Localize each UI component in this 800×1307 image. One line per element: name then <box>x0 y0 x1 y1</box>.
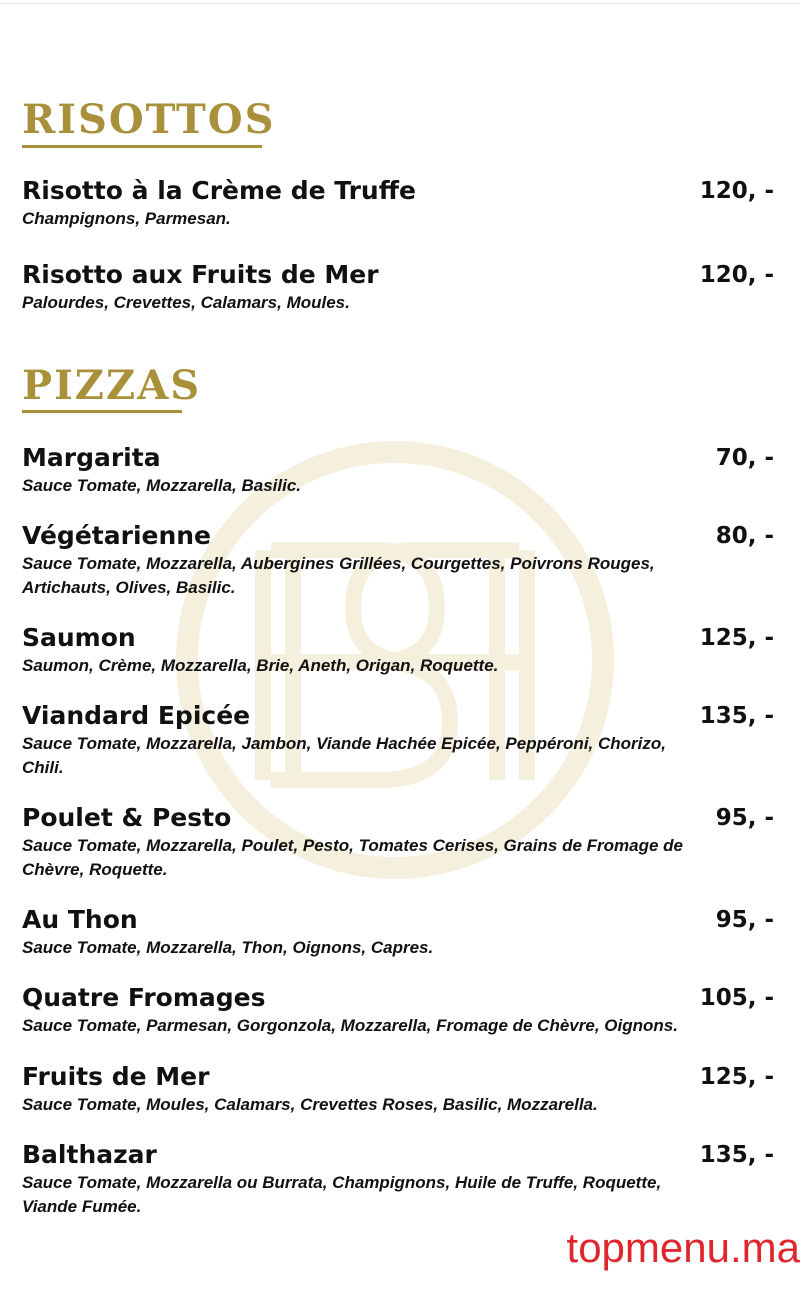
item-price: 120, - <box>699 178 774 204</box>
item-description: Sauce Tomate, Mozzarella, Jambon, Viande Hachée Epicée, Peppéroni, Chorizo, Chili. <box>22 734 666 777</box>
item-name: Végétarienne <box>22 521 212 550</box>
section-title-risottos: RISOTTOS <box>22 96 276 143</box>
menu-item <box>22 1062 774 1117</box>
section-underline-pizzas <box>22 410 182 413</box>
menu-item <box>22 905 774 960</box>
menu-item <box>22 176 774 231</box>
top-divider <box>0 3 800 4</box>
menu-item <box>22 443 774 498</box>
item-price: 125, - <box>699 1064 774 1090</box>
item-name: Balthazar <box>22 1140 157 1169</box>
item-description: Sauce Tomate, Mozzarella, Thon, Oignons, Capres. <box>22 938 434 957</box>
menu-item <box>22 1140 774 1219</box>
menu-item <box>22 623 774 678</box>
menu-item <box>22 521 774 600</box>
section-underline-risottos <box>22 145 262 148</box>
item-description: Palourdes, Crevettes, Calamars, Moules. <box>22 293 350 312</box>
menu-item <box>22 803 774 882</box>
source-watermark-text: topmenu.ma <box>566 1224 800 1271</box>
item-name: Margarita <box>22 443 161 472</box>
item-price: 135, - <box>699 1142 774 1168</box>
item-name: Fruits de Mer <box>22 1062 210 1091</box>
item-price: 120, - <box>699 262 774 288</box>
menu-item <box>22 701 774 780</box>
item-description: Sauce Tomate, Mozzarella, Aubergines Grillées, Courgettes, Poivrons Rouges, Artichauts, Olives, Basilic. <box>22 554 655 597</box>
item-price: 135, - <box>699 703 774 729</box>
item-name: Risotto à la Crème de Truffe <box>22 176 416 205</box>
item-price: 95, - <box>715 805 774 831</box>
item-description: Champignons, Parmesan. <box>22 209 231 228</box>
item-description: Sauce Tomate, Mozzarella, Poulet, Pesto, Tomates Cerises, Grains de Fromage de Chèvre, Roquette. <box>22 836 684 879</box>
item-description: Sauce Tomate, Mozzarella ou Burrata, Champignons, Huile de Truffe, Roquette, Viande Fumée. <box>22 1173 662 1216</box>
menu-item <box>22 983 774 1038</box>
item-price: 125, - <box>699 625 774 651</box>
item-description: Sauce Tomate, Moules, Calamars, Crevettes Roses, Basilic, Mozzarella. <box>22 1095 598 1114</box>
item-name: Quatre Fromages <box>22 983 266 1012</box>
item-price: 70, - <box>715 445 774 471</box>
item-price: 105, - <box>699 985 774 1011</box>
item-name: Risotto aux Fruits de Mer <box>22 260 379 289</box>
menu-item <box>22 260 774 315</box>
item-description: Sauce Tomate, Mozzarella, Basilic. <box>22 476 302 495</box>
item-price: 95, - <box>715 907 774 933</box>
item-price: 80, - <box>715 523 774 549</box>
item-name: Poulet & Pesto <box>22 803 232 832</box>
item-name: Au Thon <box>22 905 138 934</box>
item-description: Sauce Tomate, Parmesan, Gorgonzola, Mozzarella, Fromage de Chèvre, Oignons. <box>22 1016 678 1035</box>
item-description: Saumon, Crème, Mozzarella, Brie, Aneth, Origan, Roquette. <box>22 656 499 675</box>
item-name: Viandard Epicée <box>22 701 251 730</box>
item-name: Saumon <box>22 623 136 652</box>
section-title-pizzas: PIZZAS <box>22 362 202 409</box>
